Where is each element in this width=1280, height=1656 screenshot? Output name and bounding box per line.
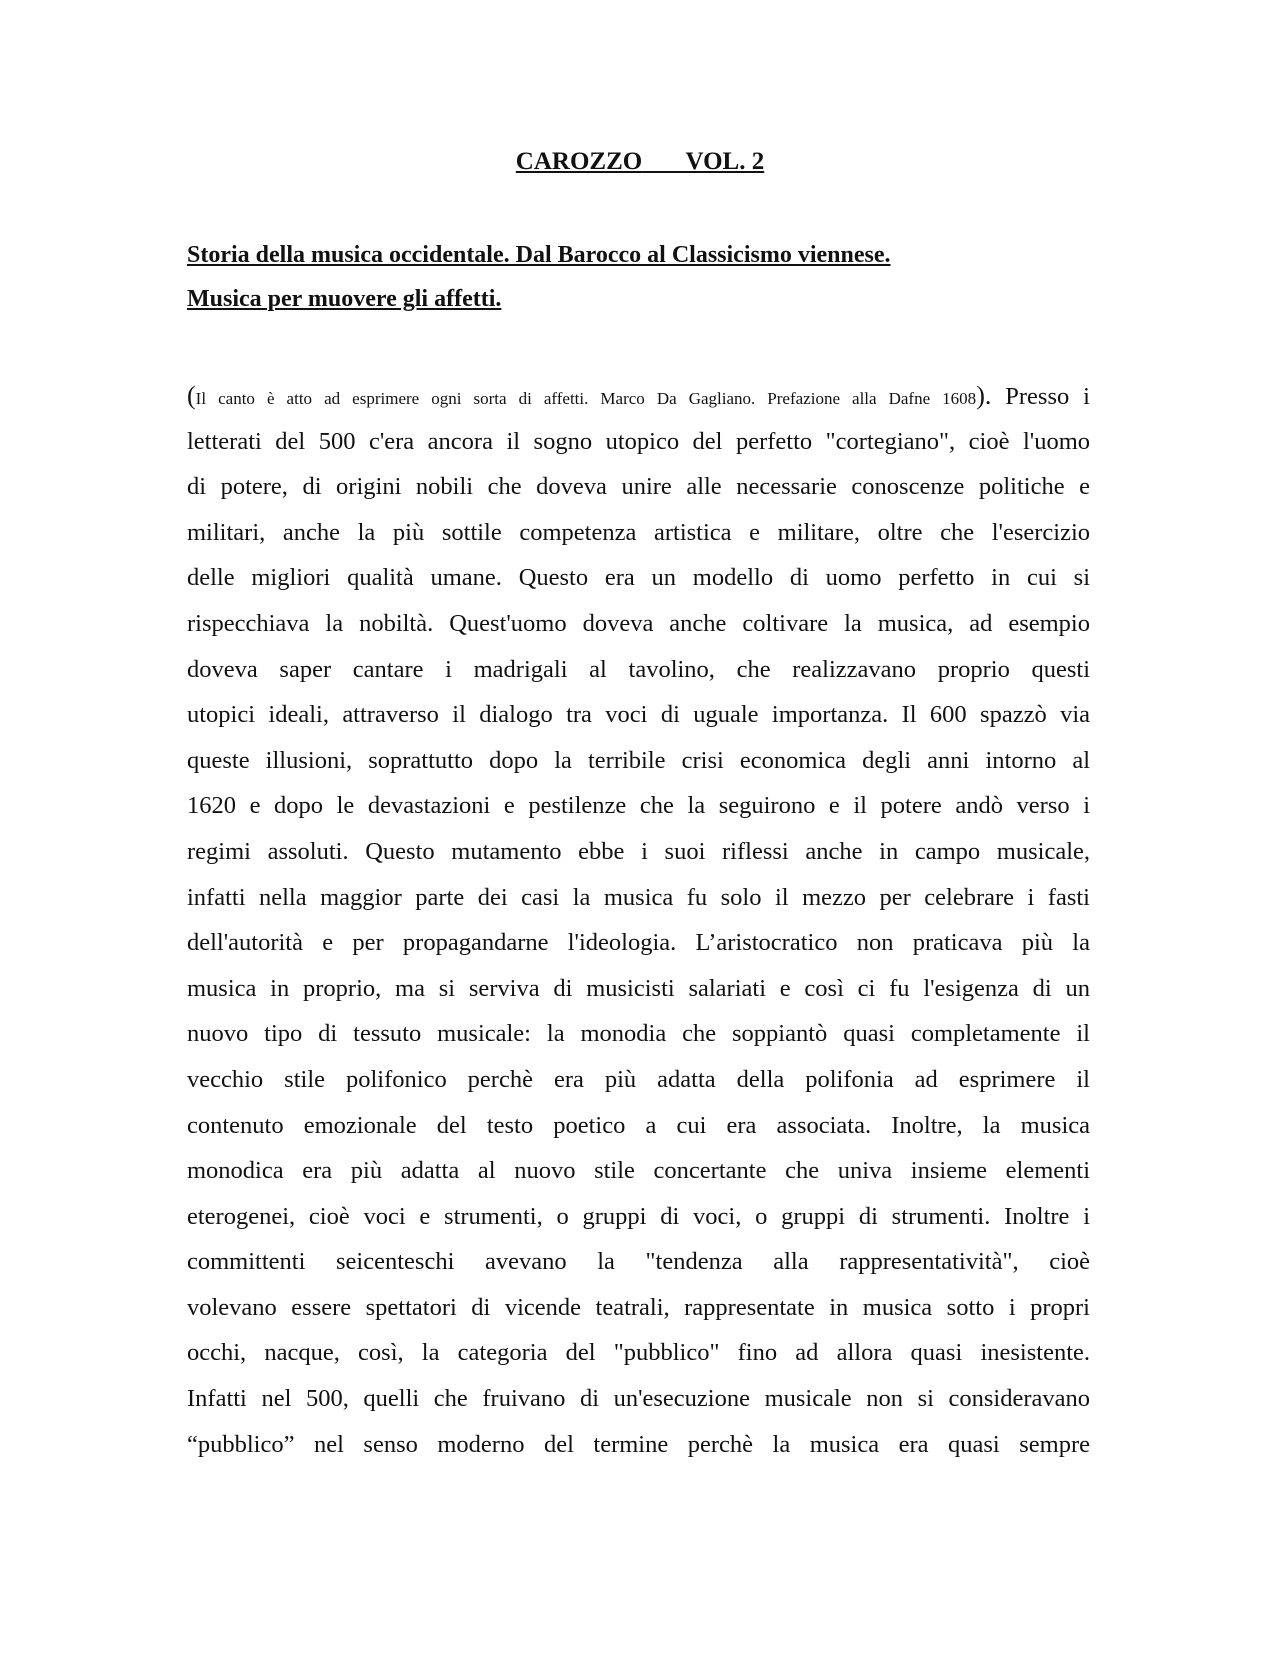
body-line: militari, anche la più sottile competenza artistica e militare, oltre che l'esercizio: [187, 518, 1090, 546]
body-line: infatti nella maggior parte dei casi la musica fu solo il mezzo per celebrare i fasti: [187, 883, 1090, 911]
body-line: eterogenei, cioè voci e strumenti, o gruppi di voci, o gruppi di strumenti. Inoltre i: [187, 1202, 1090, 1230]
body-line-quote: [187, 373, 1090, 419]
body-line: nuovo tipo di tessuto musicale: la monodia che soppiantò quasi completamente il: [187, 1020, 1090, 1048]
quote-continuation: Presso i: [991, 383, 1090, 410]
body-line: contenuto emozionale del testo poetico a cui era associata. Inoltre, la musica: [187, 1111, 1090, 1139]
body-line: volevano essere spettatori di vicende teatrali, rappresentate in musica sotto i propri: [187, 1293, 1090, 1321]
body-line: committenti seicenteschi avevano la "tendenza alla rappresentatività", cioè: [187, 1248, 1090, 1276]
body-line: rispecchiava la nobiltà. Quest'uomo doveva anche coltivare la musica, ad esempio: [187, 609, 1090, 637]
body-line: doveva saper cantare i madrigali al tavolino, che realizzavano proprio questi: [187, 655, 1090, 683]
body-line: “pubblico” nel senso moderno del termine perchè la musica era quasi sempre: [187, 1430, 1090, 1458]
subtitle-line-2: Musica per muovere gli affetti.: [187, 286, 502, 312]
body-line: 1620 e dopo le devastazioni e pestilenze che la seguirono e il potere andò verso i: [187, 792, 1090, 820]
page-header: [0, 147, 1280, 177]
body-line: letterati del 500 c'era ancora il sogno utopico del perfetto "cortegiano", cioè l'uomo: [187, 427, 1090, 455]
body-line: di potere, di origini nobili che doveva unire alle necessarie conoscenze politiche e: [187, 473, 1090, 501]
subtitle-line-1: Storia della musica occidentale. Dal Barocco al Classicismo viennese.: [187, 242, 891, 268]
epigraph-quote: Il canto è atto ad esprimere ogni sorta di affetti. Marco Da Gagliano. Prefazione alla Dafne 1608: [195, 389, 977, 408]
body-line: dell'autorità e per propagandarne l'ideologia. L’aristocratico non praticava più la: [187, 929, 1090, 957]
body-line: musica in proprio, ma si serviva di musicisti salariati e così ci fu l'esigenza di un: [187, 974, 1090, 1002]
header-volume: VOL. 2: [685, 148, 765, 175]
body-line: monodica era più adatta al nuovo stile concertante che univa insieme elementi: [187, 1157, 1090, 1185]
body-line: vecchio stile polifonico perchè era più adatta della polifonia ad esprimere il: [187, 1065, 1090, 1093]
body-line: Infatti nel 500, quelli che fruivano di un'esecuzione musicale non si consideravano: [187, 1385, 1090, 1413]
body-line: delle migliori qualità umane. Questo era un modello di uomo perfetto in cui si: [187, 564, 1090, 592]
body-line: utopici ideali, attraverso il dialogo tra voci di uguale importanza. Il 600 spazzò via: [187, 701, 1090, 729]
header-gap: [642, 148, 685, 175]
body-line: regimi assoluti. Questo mutamento ebbe i suoi riflessi anche in campo musicale,: [187, 837, 1090, 865]
quote-close-paren: ).: [976, 381, 992, 410]
header-author: CAROZZO: [515, 148, 643, 175]
body-paragraph: [187, 373, 1090, 1467]
body-line: queste illusioni, soprattutto dopo la terribile crisi economica degli anni intorno al: [187, 746, 1090, 774]
quote-open-paren: (: [187, 381, 196, 410]
body-line: occhi, nacque, così, la categoria del "pubblico" fino ad allora quasi inesistente.: [187, 1339, 1090, 1367]
